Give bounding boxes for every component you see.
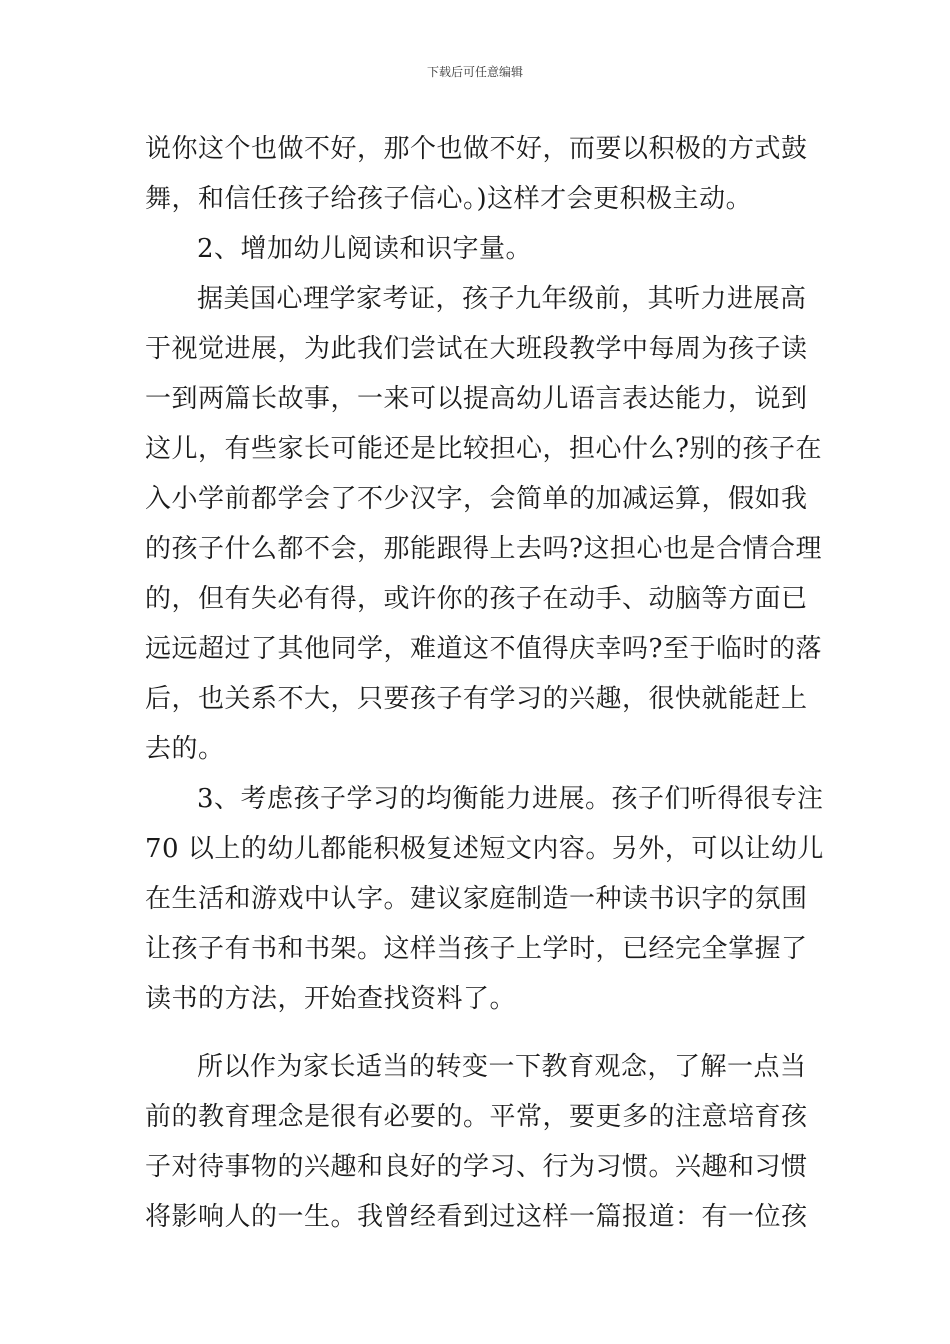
paragraph bbox=[145, 224, 810, 274]
text-line: 远远超过了其他同学，难道这不值得庆幸吗?至于临时的落 bbox=[145, 634, 822, 664]
text-line: 70 以上的幼儿都能积极复述短文内容。另外，可以让幼儿 bbox=[145, 834, 824, 864]
paragraph bbox=[145, 1042, 810, 1242]
text-line: 将影响人的一生。我曾经看到过这样一篇报道：有一位孩 bbox=[145, 1202, 808, 1232]
text-line: 说你这个也做不好，那个也做不好，而要以积极的方式鼓 bbox=[145, 134, 808, 164]
text-line: 在生活和游戏中认字。建议家庭制造一种读书识字的氛围 bbox=[145, 884, 808, 914]
text-line: 后，也关系不大，只要孩子有学习的兴趣，很快就能赶上 bbox=[145, 684, 808, 714]
text-line: 子对待事物的兴趣和良好的学习、行为习惯。兴趣和习惯 bbox=[145, 1152, 808, 1182]
section-heading: 2、增加幼儿阅读和识字量。 bbox=[197, 234, 533, 264]
paragraph bbox=[145, 124, 810, 224]
text-line: 去的。 bbox=[145, 734, 225, 764]
text-line: 读书的方法，开始查找资料了。 bbox=[145, 984, 517, 1014]
text-line: 入小学前都学会了不少汉字，会简单的加减运算，假如我 bbox=[145, 484, 808, 514]
text-line: 据美国心理学家考证，孩子九年级前，其听力进展高 bbox=[197, 284, 807, 314]
text-line: 的，但有失必有得，或许你的孩子在动手、动脑等方面已 bbox=[145, 584, 808, 614]
text-line: 所以作为家长适当的转变一下教育观念，了解一点当 bbox=[197, 1052, 807, 1082]
text-line: 前的教育理念是很有必要的。平常，要更多的注意培育孩 bbox=[145, 1102, 808, 1132]
paragraph-spacer bbox=[145, 1024, 810, 1042]
text-line: 这儿，有些家长可能还是比较担心，担心什么?别的孩子在 bbox=[145, 434, 822, 464]
paragraph bbox=[145, 774, 824, 1024]
document-body bbox=[145, 124, 824, 1242]
text-line: 于视觉进展，为此我们尝试在大班段教学中每周为孩子读 bbox=[145, 334, 808, 364]
paragraph bbox=[145, 274, 822, 774]
text-line: 让孩子有书和书架。这样当孩子上学时，已经完全掌握了 bbox=[145, 934, 808, 964]
text-line: 一到两篇长故事，一来可以提高幼儿语言表达能力，说到 bbox=[145, 384, 808, 414]
text-line: 舞，和信任孩子给孩子信心。)这样才会更积极主动。 bbox=[145, 184, 753, 214]
page-header: 下载后可任意编辑 bbox=[426, 65, 523, 79]
text-line: 3、考虑孩子学习的均衡能力进展。孩子们听得很专注 bbox=[197, 784, 824, 814]
text-line: 的孩子什么都不会，那能跟得上去吗?这担心也是合情合理 bbox=[145, 534, 822, 564]
